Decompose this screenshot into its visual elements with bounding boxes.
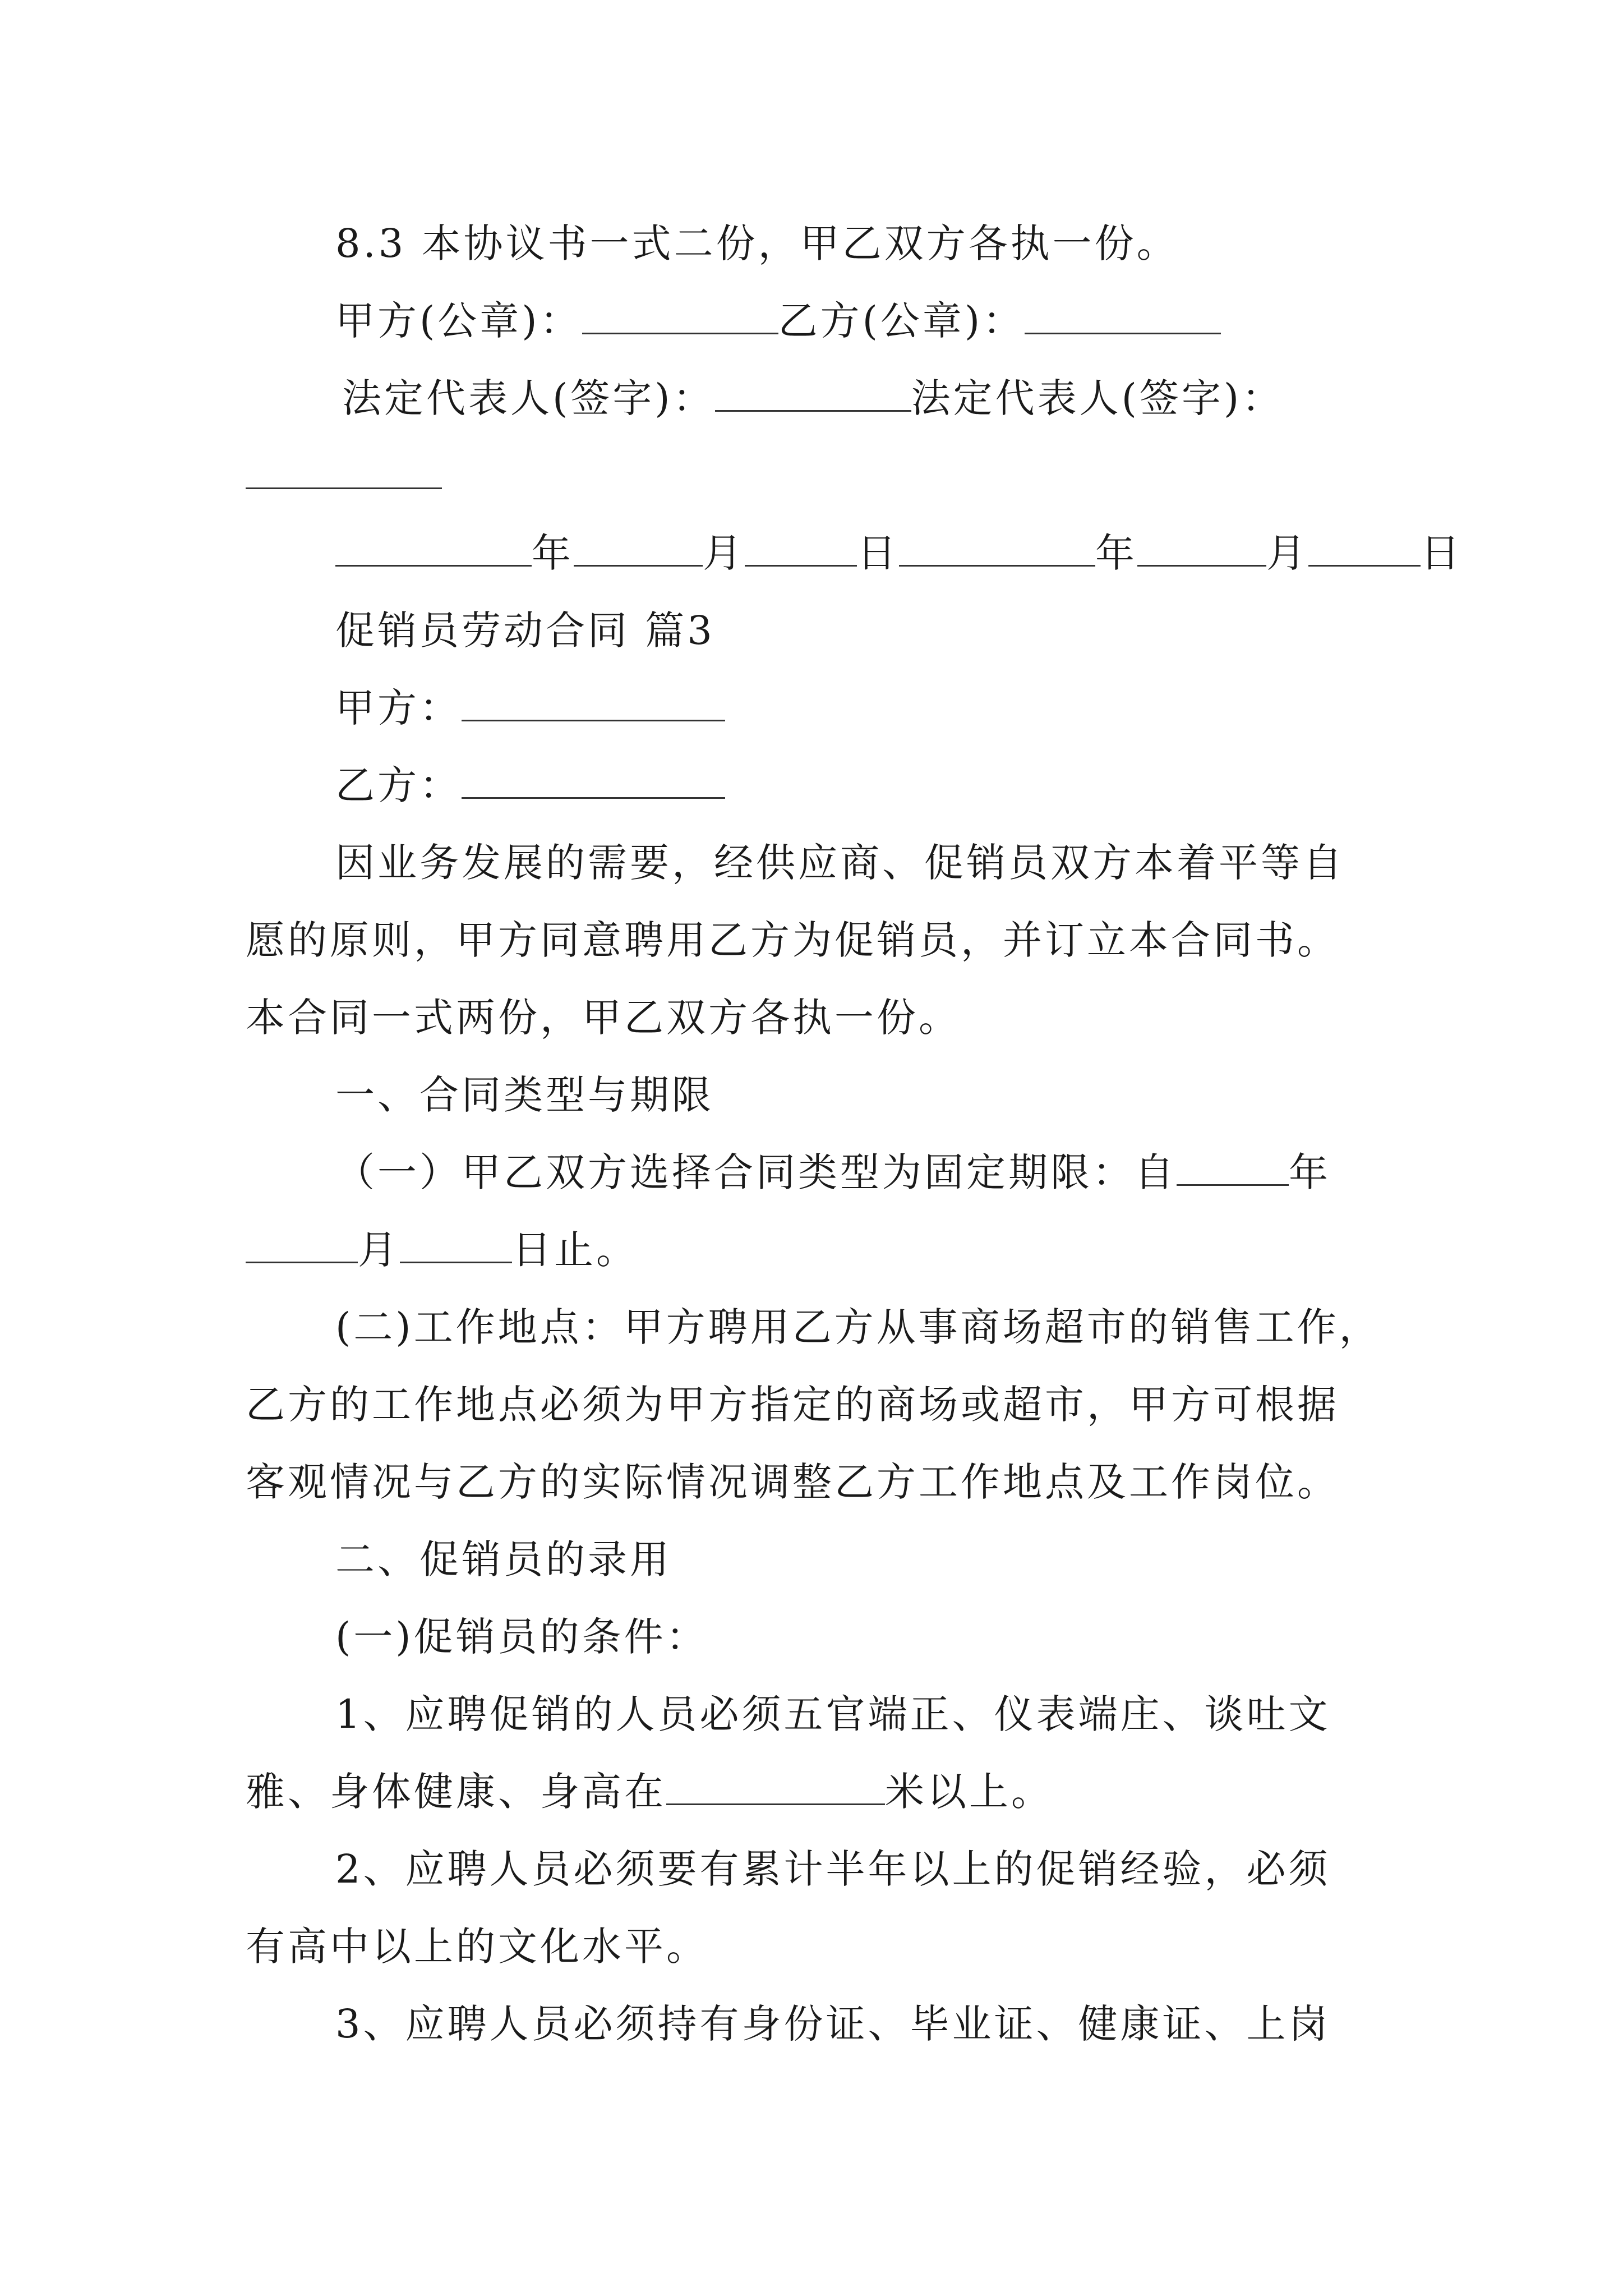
party-b-rep-blank-line [0, 448, 1623, 504]
party-b-seal-blank[interactable] [1025, 296, 1221, 334]
date-b-month-blank[interactable] [1137, 528, 1266, 567]
term-day-blank[interactable] [400, 1225, 512, 1263]
party-b-line [0, 757, 1623, 813]
term-month-blank[interactable] [246, 1225, 358, 1263]
representative-line [0, 370, 1623, 426]
party-b-rep-blank[interactable] [246, 450, 442, 489]
date-b-day-blank[interactable] [1308, 528, 1421, 567]
condition-2-line-2: 有高中以上的文化水平。 [246, 1924, 708, 1970]
workplace-line-3: 客观情况与乙方的实际情况调整乙方工作地点及工作岗位。 [246, 1459, 1339, 1505]
condition-2-line-1: 2、应聘人员必须要有累计半年以上的促销经验，必须 [335, 1846, 1331, 1892]
heading-recruitment: 二、促销员的录用 [335, 1536, 672, 1582]
party-a-rep-label: 法定代表人(签字)： [342, 375, 715, 421]
date-b-day-label: 日 [1421, 530, 1463, 576]
condition-3-line-1: 3、应聘人员必须持有身份证、毕业证、健康证、上岗 [335, 2001, 1331, 2047]
party-b-rep-label: 法定代表人(签字)： [911, 375, 1284, 421]
date-line [0, 525, 1623, 581]
height-unit: 米以上。 [885, 1769, 1053, 1815]
term-year-blank[interactable] [1177, 1147, 1289, 1186]
condition-1-line-1: 1、应聘促销的人员必须五官端正、仪表端庄、谈吐文 [335, 1691, 1331, 1737]
term-month-label: 月 [358, 1227, 400, 1273]
party-a-line [0, 680, 1623, 736]
party-b-label: 乙方： [335, 762, 462, 808]
party-b-blank[interactable] [462, 760, 725, 799]
party-b-seal-label: 乙方(公章)： [778, 298, 1025, 344]
date-b-month-label: 月 [1266, 530, 1308, 576]
date-a-year-blank[interactable] [335, 528, 532, 567]
party-a-blank[interactable] [462, 683, 725, 721]
section-title: 促销员劳动合同 篇3 [335, 608, 715, 654]
term-year-label: 年 [1289, 1149, 1331, 1195]
heading-contract-type: 一、合同类型与期限 [335, 1072, 714, 1118]
date-a-month-label: 月 [703, 530, 745, 576]
term-line-1 [0, 1144, 1623, 1200]
party-a-seal-label: 甲方(公章)： [335, 298, 582, 344]
height-label: 雅、身体健康、身高在 [246, 1769, 666, 1815]
preamble-line-3: 本合同一式两份，甲乙双方各执一份。 [246, 995, 961, 1041]
preamble-line-1: 因业务发展的需要，经供应商、促销员双方本着平等自 [335, 840, 1345, 886]
party-a-label: 甲方： [335, 685, 462, 731]
party-a-seal-blank[interactable] [582, 296, 778, 334]
date-a-month-blank[interactable] [574, 528, 703, 567]
term-label: （一）甲乙双方选择合同类型为固定期限：自 [335, 1149, 1177, 1195]
clause-8-3: 8.3 本协议书一式二份，甲乙双方各执一份。 [335, 220, 1179, 266]
date-b-year-blank[interactable] [899, 528, 1095, 567]
party-a-rep-blank[interactable] [715, 373, 911, 412]
term-day-label: 日止。 [512, 1227, 638, 1273]
workplace-line-2: 乙方的工作地点必须为甲方指定的商场或超市，甲方可根据 [246, 1382, 1339, 1428]
preamble-line-2: 愿的原则，甲方同意聘用乙方为促销员，并订立本合同书。 [246, 917, 1339, 963]
term-line-2 [0, 1222, 1623, 1278]
date-b-year-label: 年 [1095, 530, 1137, 576]
condition-1-line-2 [0, 1764, 1623, 1820]
date-a-day-blank[interactable] [745, 528, 857, 567]
seal-line [0, 293, 1623, 349]
date-a-year-label: 年 [532, 530, 574, 576]
date-a-day-label: 日 [857, 530, 899, 576]
conditions-heading: (一)促销员的条件： [335, 1614, 708, 1660]
height-blank[interactable] [666, 1766, 885, 1805]
workplace-line-1: (二)工作地点：甲方聘用乙方从事商场超市的销售工作， [335, 1304, 1381, 1350]
